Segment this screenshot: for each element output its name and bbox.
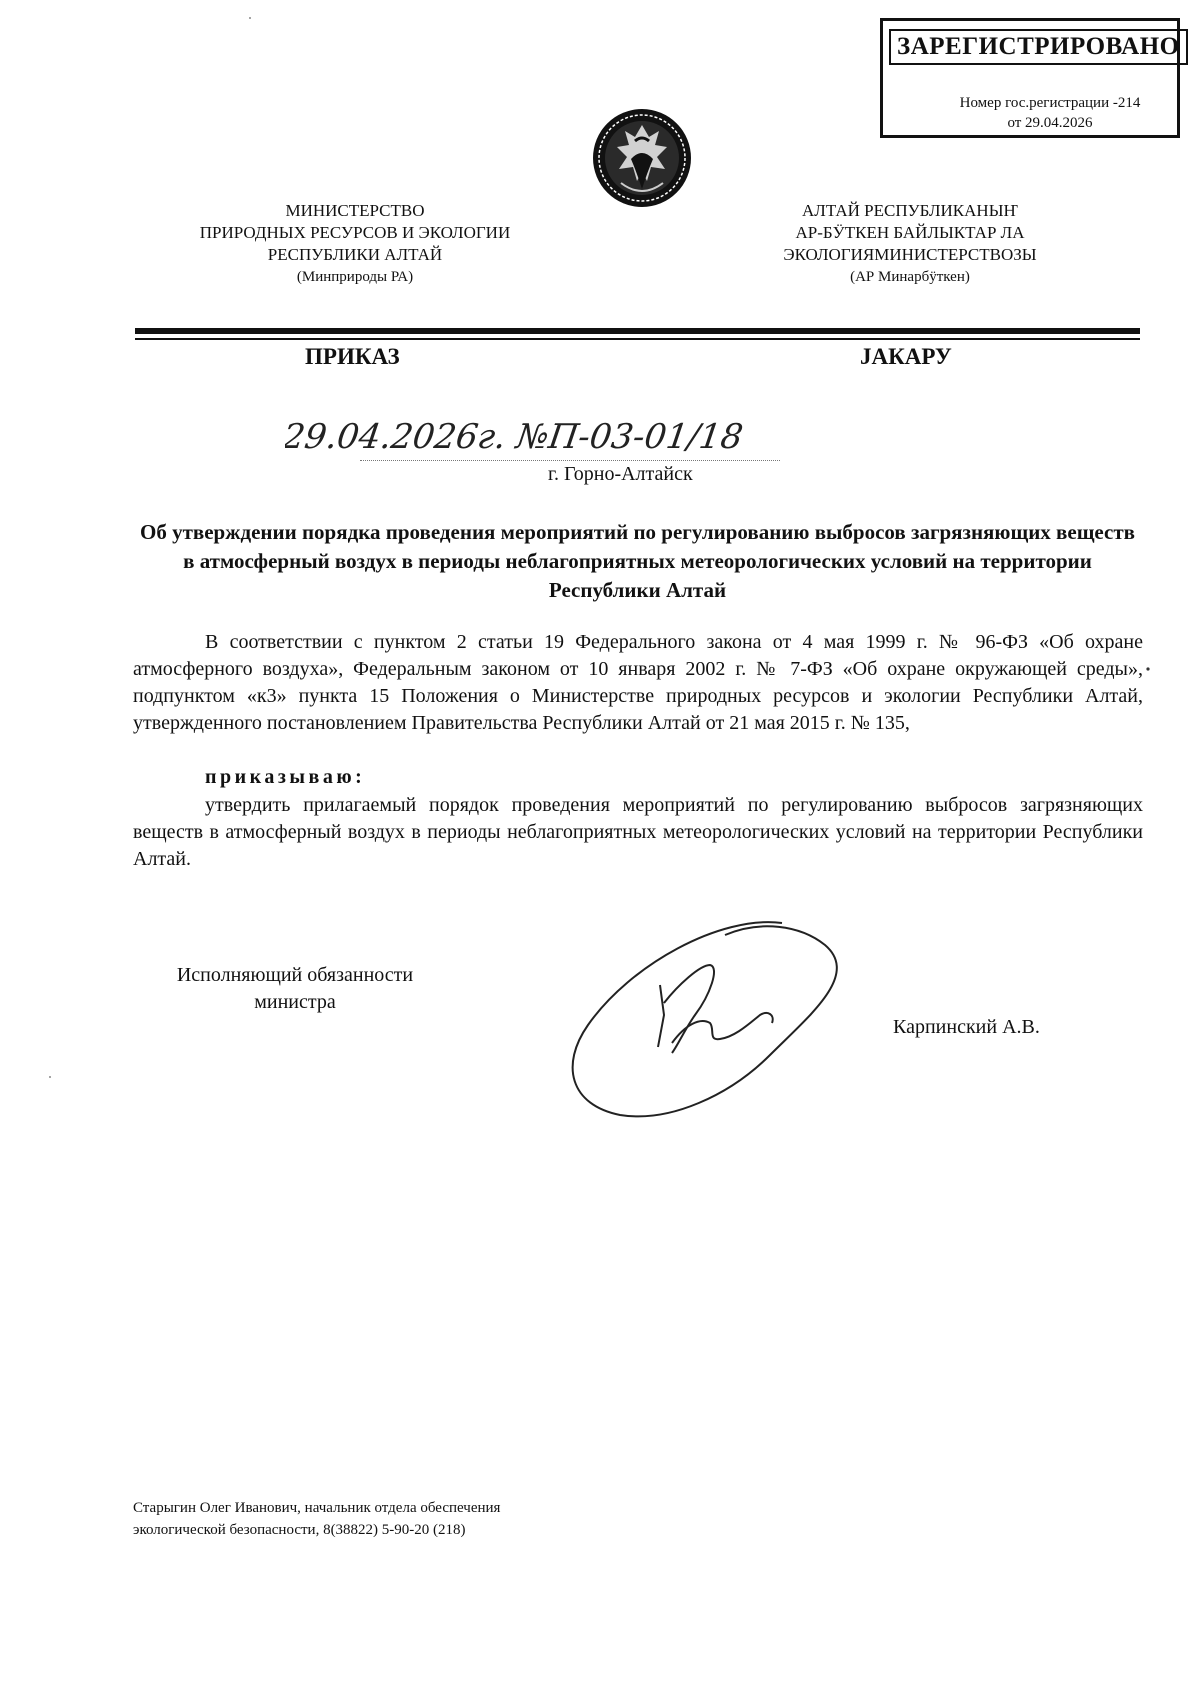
stamp-registration-number: Номер гос.регистрации -214	[959, 95, 1141, 111]
ministry-ru-line3: РЕСПУБЛИКИ АЛТАЙ	[267, 245, 443, 264]
registration-stamp	[880, 18, 1180, 138]
signer-name: Карпинский А.В.	[893, 1016, 1040, 1038]
ministry-alt-line2: АР-БӰТКЕН БАЙЛЫКТАР ЛА	[795, 223, 1025, 242]
handwritten-date-number	[285, 410, 805, 462]
ministry-alt-line3: ЭКОЛОГИЯМИНИСТЕРСТВОЗЫ	[783, 245, 1037, 264]
ministry-alt-short: (АР Минарбӱткен)	[850, 269, 970, 285]
doc-type-altai: ЈАКАРУ	[860, 344, 952, 369]
executor-contact-line1: Старыгин Олег Иванович, начальник отдела обеспечения	[133, 1500, 501, 1516]
ministry-header-russian	[180, 200, 530, 288]
doc-type-russian: ПРИКАЗ	[305, 344, 400, 369]
executor-contact-line2: экологической безопасности, 8(38822) 5-90-20 (218)	[133, 1522, 466, 1538]
order-word: приказываю:	[205, 766, 366, 788]
handwritten-date-number-text: 29.04.2026г. №П-03-01/18	[285, 417, 746, 457]
handwritten-signature	[560, 905, 860, 1125]
signer-position	[140, 962, 450, 1016]
signer-position-line2: министра	[254, 991, 336, 1013]
date-underline	[360, 460, 780, 461]
ministry-ru-line2: ПРИРОДНЫХ РЕСУРСОВ И ЭКОЛОГИИ	[199, 223, 511, 242]
ministry-ru-line1: МИНИСТЕРСТВО	[285, 201, 425, 220]
signer-position-line1: Исполняющий обязанности	[176, 964, 414, 986]
ministry-header-altai	[740, 200, 1080, 288]
ministry-ru-short: (Минприроды РА)	[296, 269, 414, 285]
document-title: Об утверждении порядка проведения мероприятий по регулированию выбросов загрязняющих веществ в атмосферный воздух в периоды неблагоприятных метеорологических условий на территории Республики Алтай	[140, 520, 1135, 602]
order-paragraph: утвердить прилагаемый порядок проведения мероприятий по регулированию выбросов загрязняющих веществ в атмосферный воздух в периоды неблагоприятных метеорологических условий на территории Республики Алтай.	[133, 794, 1143, 870]
document-city: г. Горно-Алтайск	[548, 463, 693, 485]
header-divider-thin	[135, 338, 1140, 340]
republic-altai-emblem-icon	[591, 107, 693, 209]
executor-contact	[133, 1497, 500, 1541]
header-divider-thick	[135, 328, 1140, 334]
legal-basis-paragraph: В соответствии с пунктом 2 статьи 19 Федерального закона от 4 мая 1999 г. № 96-ФЗ «Об охране атмосферного воздуха», Федеральным законом от 10 января 2002 г. № 7-ФЗ «Об охране окружающей среды», подпунктом «к3» пункта 15 Положения о Министерстве природных ресурсов и экологии Республики Алтай, утвержденного постановлением Правительства Республики Алтай от 21 мая 2015 г. № 135,	[133, 631, 1143, 734]
stamp-title: ЗАРЕГИСТРИРОВАНО	[889, 29, 1188, 65]
ministry-alt-line1: АЛТАЙ РЕСПУБЛИКАНЫҤ	[802, 201, 1018, 220]
stamp-registration-date: от 29.04.2026	[1007, 115, 1093, 131]
